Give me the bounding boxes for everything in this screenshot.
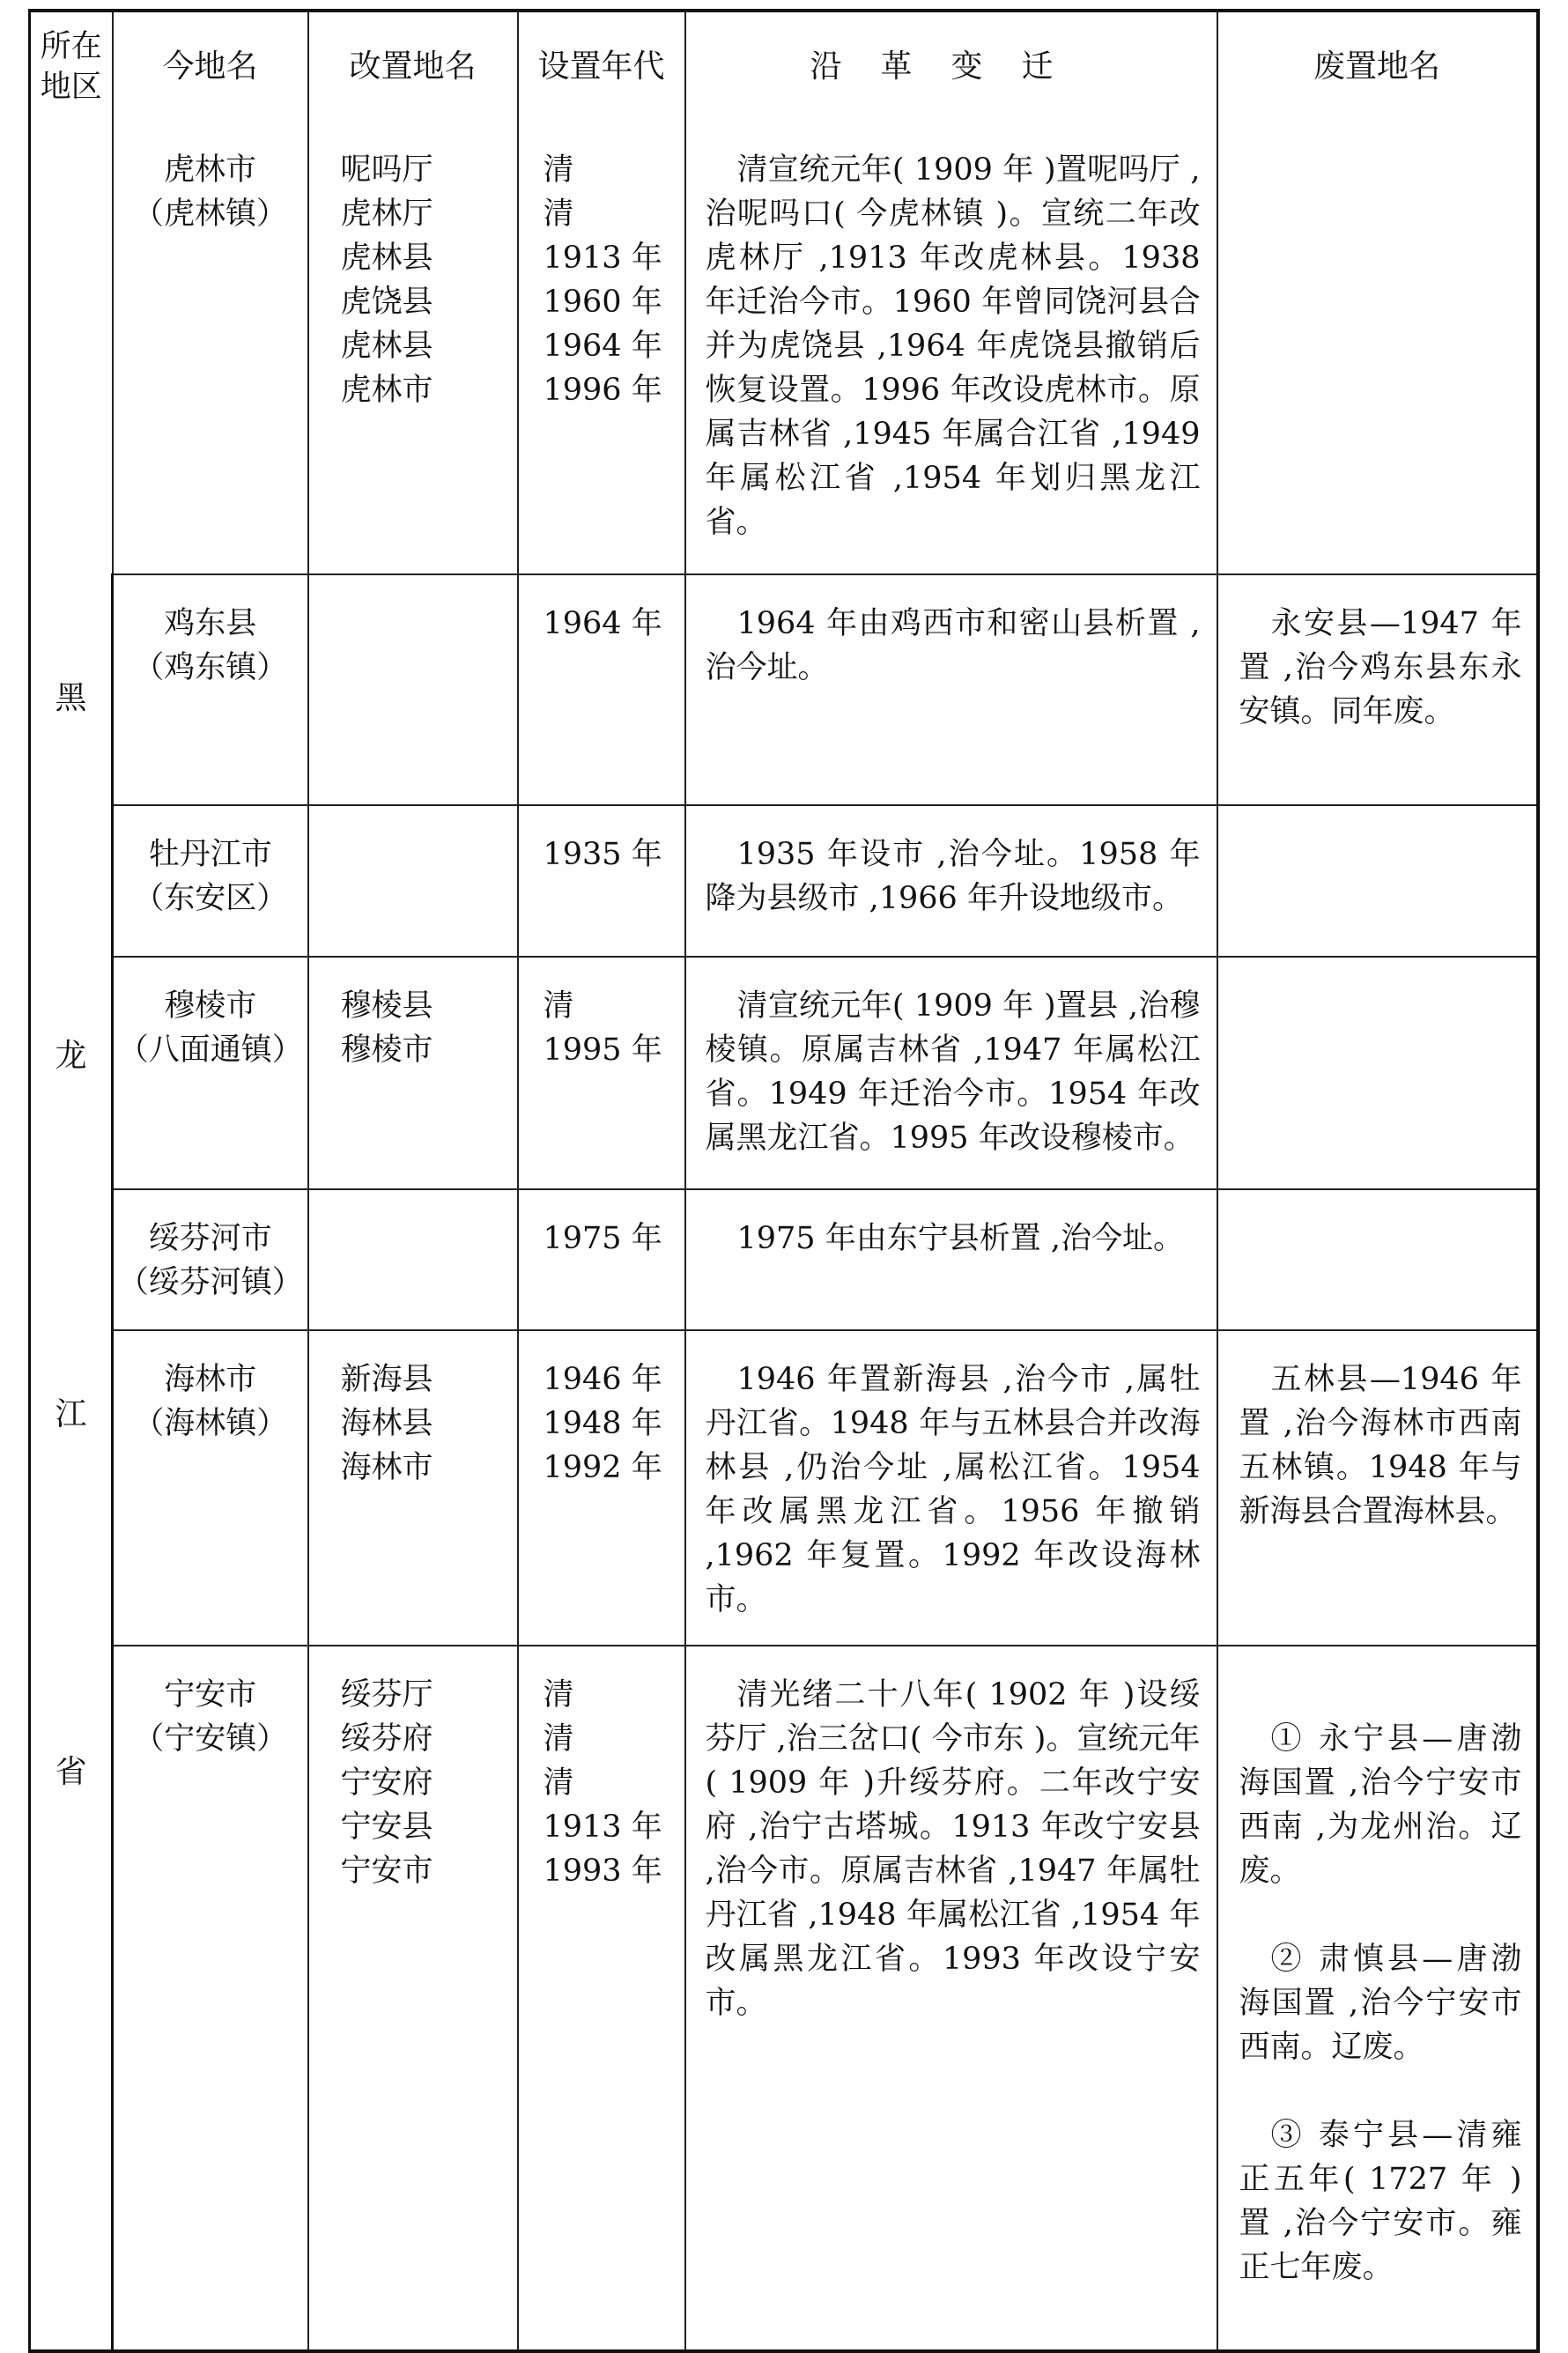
region-label [31, 681, 111, 1791]
years-cell: 1975 年 [518, 1189, 685, 1330]
abolished-cell [1217, 957, 1538, 1189]
changed-names-cell: 绥芬厅 绥芬府 宁安府 宁安县 宁安市 [308, 1646, 518, 2351]
abolished-item: ③ 泰宁县—清雍正五年( 1727 年 )置 ,治今宁安市。雍正七年废。 [1239, 2118, 1522, 2285]
modern-name-cell: 绥芬河市 （绥芬河镇） [113, 1189, 308, 1330]
header-modern-name: 今地名 [113, 11, 308, 122]
header-history: 沿革变迁 [685, 11, 1217, 122]
years-cell: 清 清 1913 年 1960 年 1964 年 1996 年 [518, 122, 685, 574]
history-cell: 清光绪二十八年( 1902 年 )设绥芬厅 ,治三岔口( 今市东 )。宣统元年( 1909 年 )升绥芬府。二年改宁安府 ,治宁古塔城。1913 年改宁安县 ,治今市。原属吉林省 ,1947 年属牡丹江省 ,1948 年属松江省 ,1954 年改属黑龙江省。1993 年改设宁安市。 [685, 1646, 1217, 2351]
header-year-set: 设置年代 [518, 11, 685, 122]
history-table [28, 9, 1540, 2353]
header-row [30, 11, 1538, 122]
modern-name-cell: 海林市 （海林镇） [113, 1330, 308, 1646]
years-cell: 清 清 清 1913 年 1993 年 [518, 1646, 685, 2351]
years-cell: 1935 年 [518, 805, 685, 957]
region-cell [30, 122, 113, 2351]
table-row [30, 1646, 1538, 2351]
region-char: 黑 [55, 679, 87, 716]
years-cell: 清 1995 年 [518, 957, 685, 1189]
modern-name-cell: 宁安市 （宁安镇） [113, 1646, 308, 2351]
region-char: 省 [55, 1754, 87, 1791]
years-cell: 1946 年 1948 年 1992 年 [518, 1330, 685, 1646]
header-abolished: 废置地名 [1217, 11, 1538, 122]
changed-names-cell [308, 574, 518, 805]
table-row [30, 805, 1538, 957]
abolished-cell [1217, 1646, 1538, 2351]
changed-names-cell: 呢吗厅 虎林厅 虎林县 虎饶县 虎林县 虎林市 [308, 122, 518, 574]
modern-name-cell: 虎林市 （虎林镇） [113, 122, 308, 574]
header-changed-names: 改置地名 [308, 11, 518, 122]
changed-names-cell: 穆棱县 穆棱市 [308, 957, 518, 1189]
table-row [30, 957, 1538, 1189]
abolished-cell [1217, 1189, 1538, 1330]
history-cell: 1975 年由东宁县析置 ,治今址。 [685, 1189, 1217, 1330]
abolished-cell: 五林县—1946 年置 ,治今海林市西南五林镇。1948 年与新海县合置海林县。 [1217, 1330, 1538, 1646]
history-cell: 清宣统元年( 1909 年 )置县 ,治穆棱镇。原属吉林省 ,1947 年属松江省。1949 年迁治今市。1954 年改属黑龙江省。1995 年改设穆棱市。 [685, 957, 1217, 1189]
region-char: 江 [55, 1395, 87, 1432]
table-row [30, 122, 1538, 574]
modern-name-cell: 牡丹江市 （东安区） [113, 805, 308, 957]
history-cell: 清宣统元年( 1909 年 )置呢吗厅 ,治呢吗口( 今虎林镇 )。宣统二年改虎林厅 ,1913 年改虎林县。1938 年迁治今市。1960 年曾同饶河县合并为虎饶县 ,1964 年虎饶县撤销后恢复设置。1996 年改设虎林市。原属吉林省 ,1945 年属合江省 ,1949 年属松江省 ,1954 年划归黑龙江省。 [685, 122, 1217, 574]
changed-names-cell [308, 1189, 518, 1330]
table-row [30, 1330, 1538, 1646]
history-cell: 1964 年由鸡西市和密山县析置 ,治今址。 [685, 574, 1217, 805]
abolished-item: ② 肃慎县—唐渤海国置 ,治今宁安市西南。辽废。 [1239, 1942, 1522, 2065]
history-cell: 1946 年置新海县 ,治今市 ,属牡丹江省。1948 年与五林县合并改海林县 ,仍治今址 ,属松江省。1954 年改属黑龙江省。1956 年撤销 ,1962 年复置。1992 年改设海林市。 [685, 1330, 1217, 1646]
page [28, 9, 1536, 2285]
table-row [30, 1189, 1538, 1330]
years-cell: 1964 年 [518, 574, 685, 805]
table-row [30, 574, 1538, 805]
header-region: 所在 地区 [30, 11, 113, 122]
abolished-cell [1217, 805, 1538, 957]
changed-names-cell: 新海县 海林县 海林市 [308, 1330, 518, 1646]
abolished-cell: 永安县—1947 年置 ,治今鸡东县东永安镇。同年废。 [1217, 574, 1538, 805]
abolished-cell [1217, 122, 1538, 574]
region-char: 龙 [55, 1038, 87, 1075]
changed-names-cell [308, 805, 518, 957]
modern-name-cell: 鸡东县 （鸡东镇） [113, 574, 308, 805]
abolished-item: ① 永宁县—唐渤海国置 ,治今宁安市西南 ,为龙州治。辽废。 [1239, 1721, 1522, 1889]
modern-name-cell: 穆棱市 （八面通镇） [113, 957, 308, 1189]
history-cell: 1935 年设市 ,治今址。1958 年降为县级市 ,1966 年升设地级市。 [685, 805, 1217, 957]
